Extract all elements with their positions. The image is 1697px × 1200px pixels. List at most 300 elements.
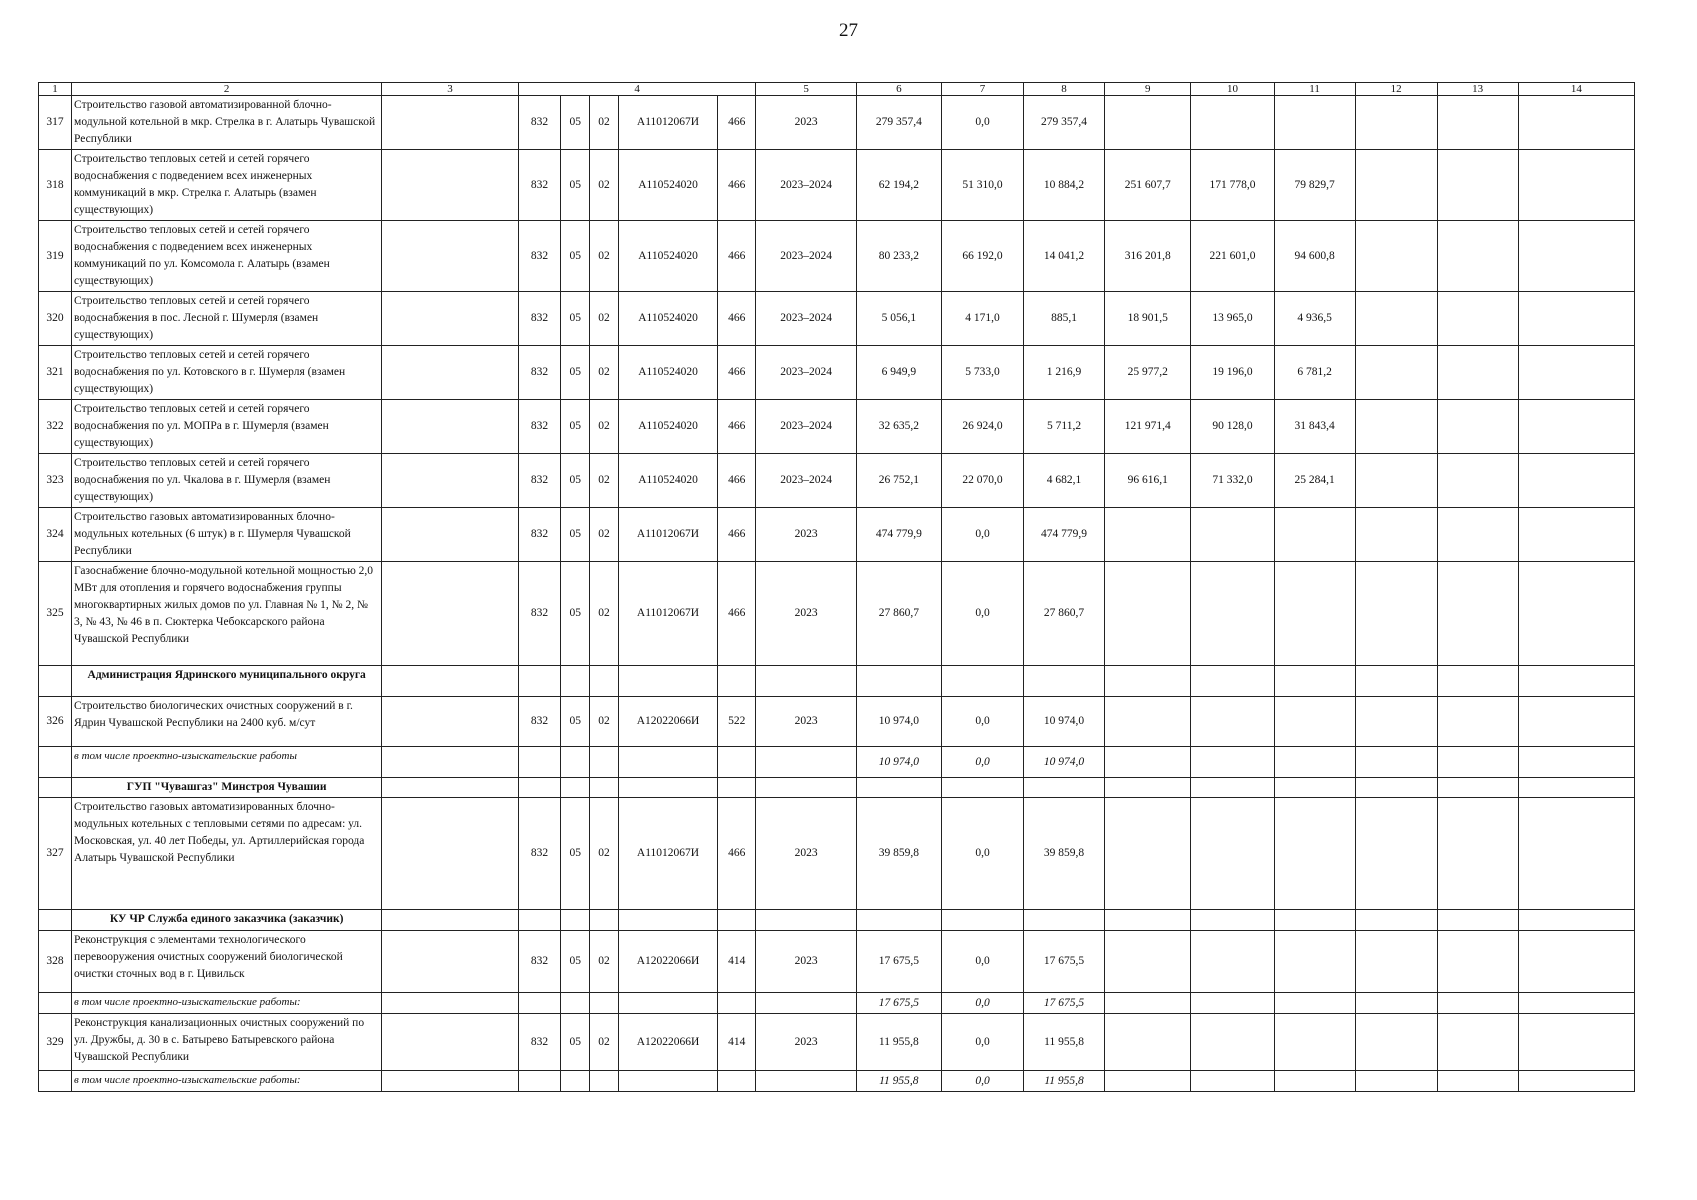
table-row <box>39 400 1635 454</box>
page-number: 27 <box>839 20 858 41</box>
table-row <box>39 931 1635 993</box>
column-header: 8 <box>1024 83 1105 96</box>
cell-kbk-pr: 02 <box>590 292 619 346</box>
cell-v8: 10 974,0 <box>1024 747 1105 778</box>
cell-col3 <box>382 747 518 778</box>
cell-v13 <box>1437 798 1518 910</box>
cell-v10 <box>1191 993 1274 1014</box>
cell-v8: 885,1 <box>1024 292 1105 346</box>
cell-v13 <box>1437 931 1518 993</box>
table-row <box>39 798 1635 910</box>
cell-v10 <box>1191 1014 1274 1071</box>
cell-period <box>756 910 856 931</box>
cell-kbk-csr: А12022066И <box>618 931 717 993</box>
cell-v6: 5 056,1 <box>856 292 941 346</box>
subtotal-row <box>39 1071 1635 1092</box>
cell-name: Реконструкция канализационных очистных сооружений по ул. Дружбы, д. 30 в с. Батырево Батыревского района Чувашской Республики <box>72 1014 382 1071</box>
cell-kbk-csr: А110524020 <box>618 454 717 508</box>
cell-kbk-vr: 466 <box>718 96 756 150</box>
cell-period <box>756 1071 856 1092</box>
cell-col3 <box>382 798 518 910</box>
cell-kbk-rz: 05 <box>561 508 590 562</box>
cell-kbk-vr: 414 <box>718 1014 756 1071</box>
cell-v13 <box>1437 400 1518 454</box>
cell-v8: 11 955,8 <box>1024 1071 1105 1092</box>
column-header: 1 <box>39 83 72 96</box>
cell-v10 <box>1191 697 1274 747</box>
cell-v12 <box>1355 666 1437 697</box>
cell-col3 <box>382 562 518 666</box>
cell-v11 <box>1274 931 1355 993</box>
cell-period: 2023 <box>756 798 856 910</box>
cell-kbk-csr: А110524020 <box>618 150 717 221</box>
cell-kbk-grbs: 832 <box>518 400 561 454</box>
cell-v7: 0,0 <box>941 697 1023 747</box>
column-header: 11 <box>1274 83 1355 96</box>
cell-name: Строительство биологических очистных сооружений в г. Ядрин Чувашской Республики на 2400 куб. м/сут <box>72 697 382 747</box>
cell-v14 <box>1518 454 1634 508</box>
cell-kbk-pr <box>590 778 619 798</box>
cell-v6 <box>856 910 941 931</box>
cell-kbk-pr: 02 <box>590 454 619 508</box>
cell-v9 <box>1105 697 1191 747</box>
cell-v12 <box>1355 150 1437 221</box>
cell-v10 <box>1191 747 1274 778</box>
cell-kbk-csr: А12022066И <box>618 697 717 747</box>
cell-name: Строительство газовой автоматизированной блочно-модульной котельной в мкр. Стрелка в г. Алатырь Чувашской Республики <box>72 96 382 150</box>
column-header: 6 <box>856 83 941 96</box>
cell-kbk-grbs: 832 <box>518 221 561 292</box>
column-header: 10 <box>1191 83 1274 96</box>
cell-num: 323 <box>39 454 72 508</box>
cell-kbk-csr: А11012067И <box>618 96 717 150</box>
cell-num <box>39 747 72 778</box>
cell-v12 <box>1355 910 1437 931</box>
cell-kbk-pr <box>590 1071 619 1092</box>
cell-kbk-vr: 466 <box>718 221 756 292</box>
cell-v14 <box>1518 400 1634 454</box>
cell-col3 <box>382 454 518 508</box>
cell-num <box>39 778 72 798</box>
cell-v13 <box>1437 562 1518 666</box>
cell-v8: 11 955,8 <box>1024 1014 1105 1071</box>
table-row <box>39 150 1635 221</box>
cell-col3 <box>382 1014 518 1071</box>
cell-v6: 17 675,5 <box>856 931 941 993</box>
cell-v14 <box>1518 150 1634 221</box>
cell-v14 <box>1518 346 1634 400</box>
cell-v6: 27 860,7 <box>856 562 941 666</box>
cell-v12 <box>1355 454 1437 508</box>
cell-num <box>39 910 72 931</box>
cell-kbk-grbs <box>518 993 561 1014</box>
cell-period: 2023–2024 <box>756 292 856 346</box>
cell-v13 <box>1437 1071 1518 1092</box>
cell-v8 <box>1024 778 1105 798</box>
cell-name: Администрация Ядринского муниципального округа <box>72 666 382 697</box>
cell-v11 <box>1274 96 1355 150</box>
cell-kbk-csr <box>618 778 717 798</box>
cell-v11 <box>1274 1071 1355 1092</box>
cell-v7: 22 070,0 <box>941 454 1023 508</box>
cell-kbk-grbs <box>518 778 561 798</box>
cell-v10 <box>1191 910 1274 931</box>
cell-v14 <box>1518 292 1634 346</box>
cell-v10 <box>1191 1071 1274 1092</box>
cell-v12 <box>1355 508 1437 562</box>
cell-v9 <box>1105 96 1191 150</box>
cell-v6: 32 635,2 <box>856 400 941 454</box>
cell-kbk-rz: 05 <box>561 1014 590 1071</box>
cell-col3 <box>382 778 518 798</box>
cell-kbk-pr: 02 <box>590 508 619 562</box>
cell-v7: 51 310,0 <box>941 150 1023 221</box>
cell-v8 <box>1024 666 1105 697</box>
table-header-row <box>39 83 1635 96</box>
cell-v7: 4 171,0 <box>941 292 1023 346</box>
cell-v6: 17 675,5 <box>856 993 941 1014</box>
cell-kbk-grbs: 832 <box>518 150 561 221</box>
cell-v6: 279 357,4 <box>856 96 941 150</box>
cell-col3 <box>382 346 518 400</box>
cell-kbk-vr: 466 <box>718 562 756 666</box>
cell-kbk-csr <box>618 1071 717 1092</box>
cell-period: 2023–2024 <box>756 221 856 292</box>
column-header: 7 <box>941 83 1023 96</box>
cell-kbk-pr <box>590 666 619 697</box>
cell-v8: 474 779,9 <box>1024 508 1105 562</box>
cell-col3 <box>382 96 518 150</box>
cell-num: 317 <box>39 96 72 150</box>
cell-kbk-grbs: 832 <box>518 562 561 666</box>
cell-kbk-csr: А11012067И <box>618 508 717 562</box>
cell-kbk-csr <box>618 747 717 778</box>
cell-v9: 18 901,5 <box>1105 292 1191 346</box>
cell-v6: 80 233,2 <box>856 221 941 292</box>
cell-name: Строительство газовых автоматизированных блочно-модульных котельных (6 штук) в г. Шумерля Чувашской Республики <box>72 508 382 562</box>
cell-num: 319 <box>39 221 72 292</box>
cell-v6: 62 194,2 <box>856 150 941 221</box>
cell-v6: 11 955,8 <box>856 1014 941 1071</box>
cell-v8: 5 711,2 <box>1024 400 1105 454</box>
cell-kbk-csr: А110524020 <box>618 346 717 400</box>
cell-kbk-pr: 02 <box>590 798 619 910</box>
subtotal-row <box>39 993 1635 1014</box>
table-row <box>39 562 1635 666</box>
cell-v8: 10 884,2 <box>1024 150 1105 221</box>
column-header: 5 <box>756 83 856 96</box>
cell-v12 <box>1355 292 1437 346</box>
cell-col3 <box>382 150 518 221</box>
cell-v9: 251 607,7 <box>1105 150 1191 221</box>
cell-name: Строительство газовых автоматизированных блочно-модульных котельных с тепловыми сетями по адресам: ул. Московская, ул. 40 лет Победы, ул. Артиллерийская города Алатырь Чувашской Республики <box>72 798 382 910</box>
table-row <box>39 697 1635 747</box>
cell-v7 <box>941 910 1023 931</box>
cell-v14 <box>1518 747 1634 778</box>
cell-v10: 13 965,0 <box>1191 292 1274 346</box>
cell-v14 <box>1518 931 1634 993</box>
cell-num <box>39 1071 72 1092</box>
cell-v13 <box>1437 666 1518 697</box>
cell-v8: 17 675,5 <box>1024 931 1105 993</box>
cell-name: в том числе проектно-изыскательские работы <box>72 747 382 778</box>
cell-v13 <box>1437 910 1518 931</box>
cell-name: ГУП "Чувашгаз" Минстроя Чувашии <box>72 778 382 798</box>
cell-v7: 66 192,0 <box>941 221 1023 292</box>
cell-v7: 0,0 <box>941 931 1023 993</box>
column-header: 4 <box>518 83 756 96</box>
cell-kbk-rz: 05 <box>561 346 590 400</box>
cell-col3 <box>382 292 518 346</box>
table-row <box>39 221 1635 292</box>
cell-kbk-grbs <box>518 747 561 778</box>
cell-kbk-pr: 02 <box>590 931 619 993</box>
cell-kbk-vr <box>718 778 756 798</box>
cell-v11 <box>1274 910 1355 931</box>
table-row <box>39 508 1635 562</box>
cell-kbk-grbs: 832 <box>518 454 561 508</box>
cell-v12 <box>1355 798 1437 910</box>
column-header: 13 <box>1437 83 1518 96</box>
table-row <box>39 1014 1635 1071</box>
cell-kbk-grbs <box>518 1071 561 1092</box>
cell-kbk-rz: 05 <box>561 798 590 910</box>
column-header: 3 <box>382 83 518 96</box>
table-row <box>39 346 1635 400</box>
cell-v11: 4 936,5 <box>1274 292 1355 346</box>
cell-v11 <box>1274 993 1355 1014</box>
cell-kbk-pr: 02 <box>590 1014 619 1071</box>
cell-v7: 0,0 <box>941 1014 1023 1071</box>
cell-kbk-rz: 05 <box>561 454 590 508</box>
cell-v6 <box>856 778 941 798</box>
cell-v6: 39 859,8 <box>856 798 941 910</box>
cell-v14 <box>1518 562 1634 666</box>
cell-col3 <box>382 1071 518 1092</box>
cell-v7: 0,0 <box>941 562 1023 666</box>
cell-v11 <box>1274 798 1355 910</box>
cell-v8: 10 974,0 <box>1024 697 1105 747</box>
cell-num: 328 <box>39 931 72 993</box>
cell-v12 <box>1355 993 1437 1014</box>
cell-kbk-rz: 05 <box>561 292 590 346</box>
cell-v14 <box>1518 778 1634 798</box>
cell-kbk-pr: 02 <box>590 96 619 150</box>
cell-v12 <box>1355 1071 1437 1092</box>
cell-v14 <box>1518 1071 1634 1092</box>
cell-v9: 316 201,8 <box>1105 221 1191 292</box>
cell-v8: 1 216,9 <box>1024 346 1105 400</box>
cell-kbk-pr: 02 <box>590 346 619 400</box>
cell-v8: 4 682,1 <box>1024 454 1105 508</box>
cell-num <box>39 666 72 697</box>
cell-num: 320 <box>39 292 72 346</box>
column-header: 2 <box>72 83 382 96</box>
cell-v8: 279 357,4 <box>1024 96 1105 150</box>
cell-v11 <box>1274 778 1355 798</box>
cell-name: Газоснабжение блочно-модульной котельной мощностью 2,0 МВт для отопления и горячего водоснабжения группы многоквартирных жилых домов по ул. Главная № 1, № 2, № 3, № 43, № 46 в п. Сюктерка Чебоксарского района Чувашской Республики <box>72 562 382 666</box>
cell-v14 <box>1518 666 1634 697</box>
cell-v13 <box>1437 993 1518 1014</box>
cell-kbk-rz <box>561 747 590 778</box>
cell-kbk-grbs: 832 <box>518 798 561 910</box>
cell-v14 <box>1518 508 1634 562</box>
cell-v6: 11 955,8 <box>856 1071 941 1092</box>
cell-period: 2023–2024 <box>756 454 856 508</box>
cell-name: Строительство тепловых сетей и сетей горячего водоснабжения с подведением всех инженерных коммуникаций в мкр. Стрелка г. Алатырь (взамен существующих) <box>72 150 382 221</box>
cell-kbk-grbs: 832 <box>518 96 561 150</box>
cell-v9 <box>1105 508 1191 562</box>
cell-period <box>756 778 856 798</box>
cell-kbk-vr: 466 <box>718 292 756 346</box>
cell-v14 <box>1518 798 1634 910</box>
cell-v11 <box>1274 562 1355 666</box>
cell-v8: 14 041,2 <box>1024 221 1105 292</box>
cell-kbk-rz <box>561 1071 590 1092</box>
cell-num: 326 <box>39 697 72 747</box>
cell-v13 <box>1437 1014 1518 1071</box>
cell-v9 <box>1105 666 1191 697</box>
cell-num: 325 <box>39 562 72 666</box>
cell-kbk-rz: 05 <box>561 400 590 454</box>
cell-v8: 39 859,8 <box>1024 798 1105 910</box>
cell-v9 <box>1105 562 1191 666</box>
cell-v13 <box>1437 150 1518 221</box>
cell-kbk-csr: А110524020 <box>618 292 717 346</box>
cell-v9: 25 977,2 <box>1105 346 1191 400</box>
cell-v13 <box>1437 454 1518 508</box>
section-header-row <box>39 910 1635 931</box>
cell-v10 <box>1191 798 1274 910</box>
cell-v13 <box>1437 747 1518 778</box>
cell-kbk-pr: 02 <box>590 562 619 666</box>
cell-v13 <box>1437 96 1518 150</box>
cell-kbk-vr: 466 <box>718 508 756 562</box>
cell-kbk-rz <box>561 666 590 697</box>
cell-num <box>39 993 72 1014</box>
cell-col3 <box>382 400 518 454</box>
cell-v11 <box>1274 1014 1355 1071</box>
cell-period: 2023–2024 <box>756 346 856 400</box>
cell-kbk-grbs: 832 <box>518 697 561 747</box>
cell-kbk-csr: А110524020 <box>618 221 717 292</box>
cell-num: 324 <box>39 508 72 562</box>
cell-v12 <box>1355 931 1437 993</box>
cell-kbk-pr <box>590 993 619 1014</box>
cell-kbk-vr: 466 <box>718 400 756 454</box>
cell-v10: 90 128,0 <box>1191 400 1274 454</box>
cell-v7: 0,0 <box>941 96 1023 150</box>
cell-kbk-grbs: 832 <box>518 508 561 562</box>
cell-period: 2023–2024 <box>756 400 856 454</box>
cell-period: 2023 <box>756 562 856 666</box>
cell-v12 <box>1355 346 1437 400</box>
cell-v14 <box>1518 1014 1634 1071</box>
cell-period: 2023 <box>756 508 856 562</box>
cell-kbk-vr <box>718 747 756 778</box>
table-row <box>39 292 1635 346</box>
cell-name: Строительство тепловых сетей и сетей горячего водоснабжения по ул. Чкалова в г. Шумерля (взамен существующих) <box>72 454 382 508</box>
cell-kbk-vr: 466 <box>718 346 756 400</box>
cell-period <box>756 993 856 1014</box>
cell-kbk-pr: 02 <box>590 150 619 221</box>
cell-v7: 26 924,0 <box>941 400 1023 454</box>
cell-kbk-rz <box>561 910 590 931</box>
column-header: 14 <box>1518 83 1634 96</box>
table-row <box>39 96 1635 150</box>
cell-v10 <box>1191 96 1274 150</box>
cell-v12 <box>1355 96 1437 150</box>
cell-v12 <box>1355 1014 1437 1071</box>
cell-period <box>756 666 856 697</box>
cell-kbk-rz <box>561 778 590 798</box>
cell-col3 <box>382 666 518 697</box>
cell-period: 2023 <box>756 1014 856 1071</box>
cell-v13 <box>1437 346 1518 400</box>
cell-v9 <box>1105 910 1191 931</box>
cell-kbk-rz: 05 <box>561 697 590 747</box>
cell-v12 <box>1355 747 1437 778</box>
cell-kbk-grbs: 832 <box>518 292 561 346</box>
cell-v10: 71 332,0 <box>1191 454 1274 508</box>
cell-kbk-csr <box>618 910 717 931</box>
cell-v10: 221 601,0 <box>1191 221 1274 292</box>
cell-v6: 10 974,0 <box>856 747 941 778</box>
cell-v9 <box>1105 1014 1191 1071</box>
cell-name: Реконструкция с элементами технологического перевооружения очистных сооружений биологической очистки сточных вод в г. Цивильск <box>72 931 382 993</box>
cell-v11: 94 600,8 <box>1274 221 1355 292</box>
cell-kbk-vr <box>718 910 756 931</box>
cell-kbk-pr: 02 <box>590 221 619 292</box>
cell-kbk-rz: 05 <box>561 96 590 150</box>
cell-v12 <box>1355 697 1437 747</box>
cell-col3 <box>382 931 518 993</box>
cell-kbk-csr <box>618 993 717 1014</box>
cell-period: 2023 <box>756 96 856 150</box>
cell-v7 <box>941 778 1023 798</box>
cell-v6: 10 974,0 <box>856 697 941 747</box>
cell-v14 <box>1518 910 1634 931</box>
cell-v6: 474 779,9 <box>856 508 941 562</box>
cell-v10 <box>1191 778 1274 798</box>
cell-kbk-vr <box>718 1071 756 1092</box>
cell-v12 <box>1355 562 1437 666</box>
cell-kbk-vr: 466 <box>718 454 756 508</box>
cell-kbk-rz: 05 <box>561 150 590 221</box>
cell-v13 <box>1437 697 1518 747</box>
cell-kbk-grbs <box>518 910 561 931</box>
cell-kbk-vr: 522 <box>718 697 756 747</box>
cell-name: в том числе проектно-изыскательские работы: <box>72 1071 382 1092</box>
cell-v9: 121 971,4 <box>1105 400 1191 454</box>
cell-name: КУ ЧР Служба единого заказчика (заказчик) <box>72 910 382 931</box>
cell-col3 <box>382 697 518 747</box>
cell-v11 <box>1274 508 1355 562</box>
cell-kbk-pr: 02 <box>590 400 619 454</box>
cell-kbk-rz <box>561 993 590 1014</box>
cell-name: Строительство тепловых сетей и сетей горячего водоснабжения по ул. Котовского в г. Шумерля (взамен существующих) <box>72 346 382 400</box>
section-header-row <box>39 666 1635 697</box>
cell-v10 <box>1191 562 1274 666</box>
cell-v9 <box>1105 798 1191 910</box>
cell-period: 2023 <box>756 931 856 993</box>
cell-col3 <box>382 993 518 1014</box>
cell-v7 <box>941 666 1023 697</box>
cell-num: 321 <box>39 346 72 400</box>
cell-v11 <box>1274 747 1355 778</box>
cell-kbk-vr: 466 <box>718 798 756 910</box>
column-header: 12 <box>1355 83 1437 96</box>
